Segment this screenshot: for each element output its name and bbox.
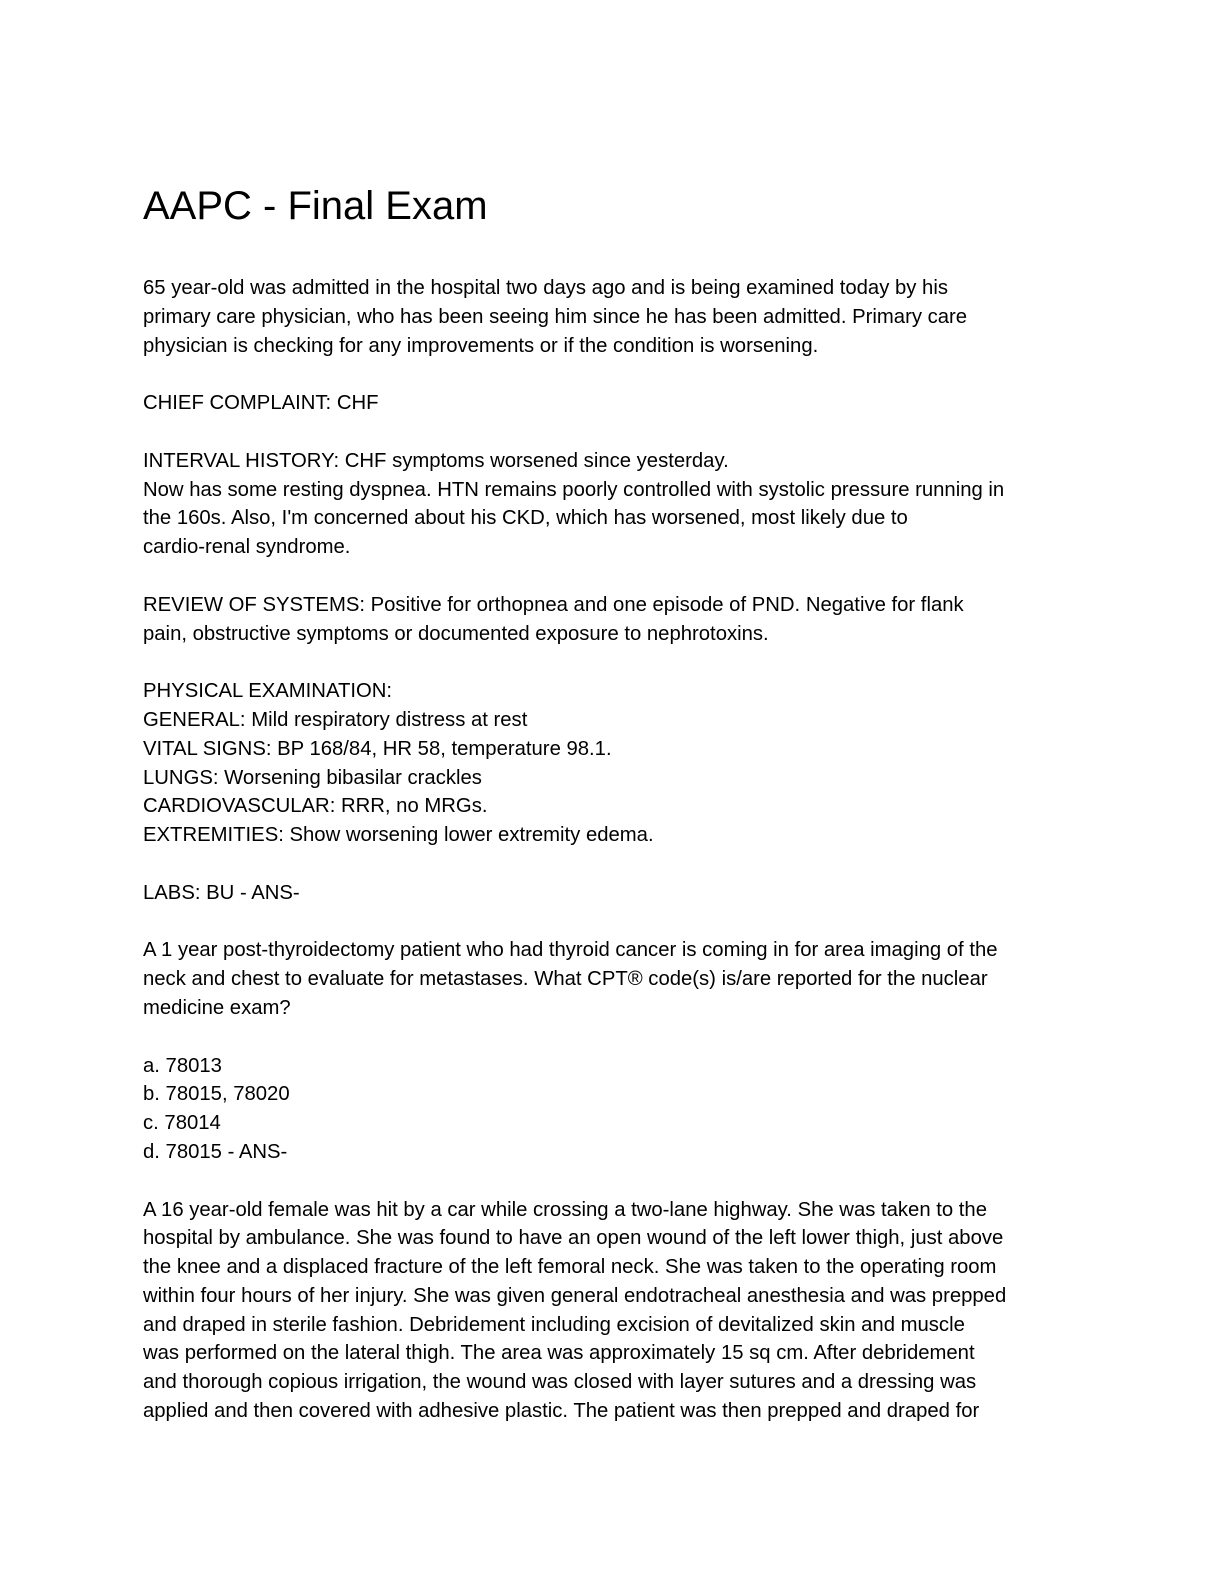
text-line: GENERAL: Mild respiratory distress at rest xyxy=(143,708,528,731)
text-line: LABS: BU - ANS- xyxy=(143,881,300,904)
paragraph-review-of-systems xyxy=(143,591,1083,649)
paragraph-case-femoral xyxy=(143,1196,1083,1426)
text-line: CARDIOVASCULAR: RRR, no MRGs. xyxy=(143,795,488,818)
text-line: VITAL SIGNS: BP 168/84, HR 58, temperature 98.1. xyxy=(143,737,612,760)
text-line: physician is checking for any improvements or if the condition is worsening. xyxy=(143,334,819,357)
text-line: primary care physician, who has been seeing him since he has been admitted. Primary care xyxy=(143,305,968,328)
paragraph-labs xyxy=(143,879,1083,908)
answer-option: a. 78013 xyxy=(143,1054,222,1077)
text-line: neck and chest to evaluate for metastases. What CPT® code(s) is/are reported for the nuclear xyxy=(143,968,988,991)
text-line: applied and then covered with adhesive plastic. The patient was then prepped and draped for xyxy=(143,1400,980,1423)
paragraph-physical-examination xyxy=(143,677,1083,850)
text-line: Now has some resting dyspnea. HTN remains poorly controlled with systolic pressure running in xyxy=(143,478,1005,501)
text-line: was performed on the lateral thigh. The area was approximately 15 sq cm. After debridement xyxy=(143,1342,975,1365)
text-line: and draped in sterile fashion. Debridement including excision of devitalized skin and muscle xyxy=(143,1313,965,1336)
text-line: cardio-renal syndrome. xyxy=(143,536,351,559)
text-line: PHYSICAL EXAMINATION: xyxy=(143,680,393,703)
paragraph-question-thyroid xyxy=(143,936,1083,1022)
answer-option: d. 78015 - ANS- xyxy=(143,1140,288,1163)
text-line: and thorough copious irrigation, the wound was closed with layer sutures and a dressing was xyxy=(143,1371,977,1394)
text-line: LUNGS: Worsening bibasilar crackles xyxy=(143,766,482,789)
paragraph-answer-options xyxy=(143,1052,1083,1167)
text-line: CHIEF COMPLAINT: CHF xyxy=(143,392,379,415)
text-line: A 1 year post-thyroidectomy patient who had thyroid cancer is coming in for area imaging of the xyxy=(143,939,998,962)
text-line: A 16 year-old female was hit by a car while crossing a two-lane highway. She was taken to the xyxy=(143,1198,987,1221)
text-line: pain, obstructive symptoms or documented exposure to nephrotoxins. xyxy=(143,622,769,645)
answer-option: b. 78015, 78020 xyxy=(143,1083,290,1106)
paragraph-case-intro xyxy=(143,274,1083,360)
page-title: AAPC - Final Exam xyxy=(143,184,488,228)
text-line: 65 year-old was admitted in the hospital two days ago and is being examined today by his xyxy=(143,277,948,299)
document-body xyxy=(143,182,1083,1455)
paragraph-interval-history xyxy=(143,447,1083,562)
text-line: the knee and a displaced fracture of the left femoral neck. She was taken to the operating room xyxy=(143,1256,997,1279)
text-line: INTERVAL HISTORY: CHF symptoms worsened since yesterday. xyxy=(143,449,729,472)
answer-option: c. 78014 xyxy=(143,1112,221,1135)
text-line: medicine exam? xyxy=(143,996,291,1019)
text-line: within four hours of her injury. She was given general endotracheal anesthesia and was prepped xyxy=(143,1284,1007,1307)
text-line: EXTREMITIES: Show worsening lower extremity edema. xyxy=(143,824,654,847)
text-line: hospital by ambulance. She was found to have an open wound of the left lower thigh, just above xyxy=(143,1227,1004,1250)
text-line: the 160s. Also, I'm concerned about his CKD, which has worsened, most likely due to xyxy=(143,507,908,530)
paragraph-chief-complaint xyxy=(143,389,1083,418)
text-line: REVIEW OF SYSTEMS: Positive for orthopnea and one episode of PND. Negative for flank xyxy=(143,593,964,616)
